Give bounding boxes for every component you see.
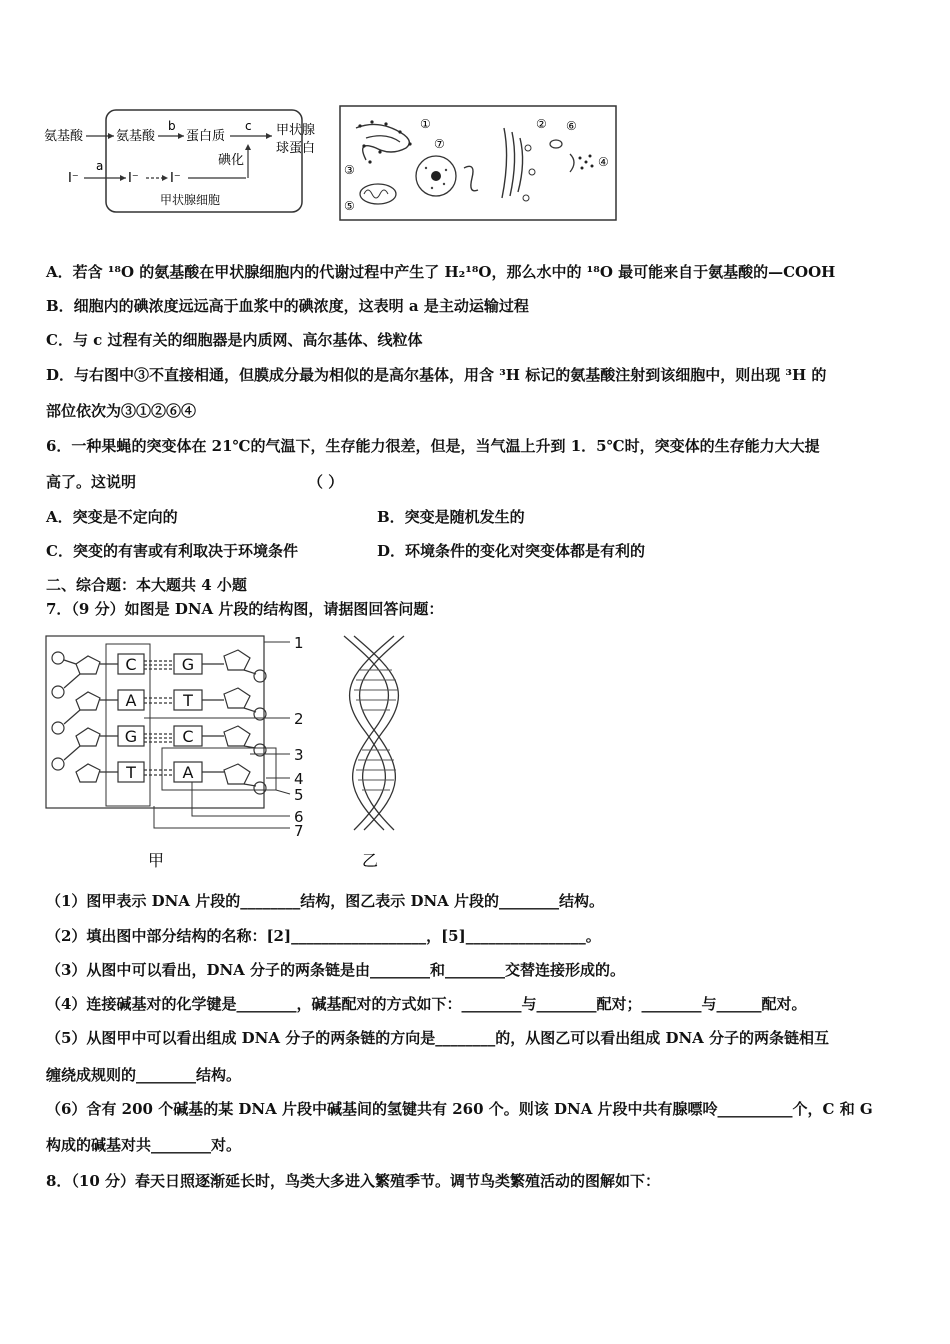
thyroglobulin-line1: 甲状腺	[276, 123, 316, 138]
q7-subquestion-6-line2: 构成的碱基对共________对。	[46, 1136, 242, 1154]
dna-label-6: 6	[294, 808, 304, 826]
base-right-2: T	[183, 691, 193, 710]
dna-label-5: 5	[294, 786, 304, 804]
q7-subquestion-2: （2）填出图中部分结构的名称：[2]__________________，[5]________________。	[46, 927, 601, 945]
section-2-heading: 二、综合题：本大题共 4 小题	[46, 576, 247, 594]
q6-stem-line2	[46, 472, 344, 492]
dna-structure-figure	[44, 630, 414, 875]
q7-subquestion-1: （1）图甲表示 DNA 片段的________结构，图乙表示 DNA 片段的________结构。	[46, 892, 605, 910]
dna-label-7: 7	[294, 822, 304, 840]
iodide-outside: I⁻	[68, 171, 79, 186]
organelle-label-6: ⑥	[566, 119, 577, 133]
thyroglobulin-line2: 球蛋白	[276, 141, 316, 156]
organelle-label-1: ①	[420, 117, 431, 131]
q6-stem-line1: 6．一种果蝇的突变体在 21℃的气温下，生存能力很差，但是，当气温上升到 1．5℃时，突变体的生存能力大大提	[46, 437, 820, 455]
q5-option-a: A．若含 ¹⁸O 的氨基酸在甲状腺细胞内的代谢过程中产生了 H₂¹⁸O，那么水中的 ¹⁸O 最可能来自于氨基酸的—COOH	[46, 263, 836, 281]
amino-acid-inside: 氨基酸	[116, 129, 156, 144]
q7-stem: 7．（9 分）如图是 DNA 片段的结构图，请据图回答问题：	[46, 600, 444, 618]
base-right-3: C	[182, 727, 194, 746]
label-c: c	[245, 119, 252, 133]
q6-option-d: D．环境条件的变化对突变体都是有利的	[377, 542, 646, 560]
label-b: b	[168, 119, 176, 133]
organelle-label-3: ③	[344, 163, 355, 177]
organelle-label-7: ⑦	[434, 137, 445, 151]
q6-option-c: C．突变的有害或有利取决于环境条件	[46, 542, 298, 560]
organelle-label-5: ⑤	[344, 199, 355, 213]
label-jia: 甲	[148, 851, 165, 870]
q7-subquestion-3: （3）从图中可以看出，DNA 分子的两条链是由________和________交替连接形成的。	[46, 961, 626, 979]
organelle-label-2: ②	[536, 117, 547, 131]
q8-stem: 8．（10 分）春天日照逐渐延长时，鸟类大多进入繁殖季节。调节鸟类繁殖活动的图解如下：	[46, 1172, 661, 1190]
dna-label-2: 2	[294, 710, 304, 728]
iodination-label: 碘化	[218, 153, 245, 168]
dna-label-3: 3	[294, 746, 304, 764]
base-left-2: A	[125, 691, 137, 710]
q6-stem-text: 高了。这说明	[46, 473, 137, 491]
label-a: a	[96, 159, 104, 173]
cell-organelles-diagram	[336, 98, 621, 222]
dna-label-1: 1	[294, 634, 304, 652]
cell-label: 甲状腺细胞	[160, 193, 221, 207]
organelle-label-4: ④	[598, 155, 609, 169]
q7-subquestion-6-line1: （6）含有 200 个碱基的某 DNA 片段中碱基间的氢键共有 260 个。则该 DNA 片段中共有腺嘌呤__________个，C 和 G	[46, 1100, 873, 1118]
thyroid-flow-diagram	[40, 100, 330, 218]
dna-label-4: 4	[294, 770, 304, 788]
base-right-1: G	[181, 655, 195, 674]
protein-label: 蛋白质	[186, 129, 226, 144]
q7-subquestion-4: （4）连接碱基对的化学键是________，碱基配对的方式如下：________与________配对；________与______配对。	[46, 995, 807, 1013]
iodide-mid: I⁻	[128, 171, 139, 186]
q5-option-c: C．与 c 过程有关的细胞器是内质网、高尔基体、线粒体	[46, 331, 423, 349]
q5-option-d-line2: 部位依次为③①②⑥④	[46, 402, 197, 420]
q6-option-b: B．突变是随机发生的	[377, 508, 525, 526]
q6-option-a: A．突变是不定向的	[46, 508, 178, 526]
q5-option-b: B．细胞内的碘浓度远远高于血浆中的碘浓度，这表明 a 是主动运输过程	[46, 297, 529, 315]
q7-subquestion-5-line1: （5）从图甲中可以看出组成 DNA 分子的两条链的方向是________的，从图乙可以看出组成 DNA 分子的两条链相互	[46, 1029, 830, 1047]
q6-answer-paren: （ ）	[308, 473, 344, 491]
amino-acid-outside: 氨基酸	[44, 129, 84, 144]
q7-subquestion-5-line2: 缠绕成规则的________结构。	[46, 1066, 242, 1084]
label-yi: 乙	[362, 851, 379, 870]
base-left-4: T	[126, 763, 136, 782]
q5-option-d-line1: D．与右图中③不直接相通，但膜成分最为相似的是高尔基体，用含 ³H 标记的氨基酸注射到该细胞中，则出现 ³H 的	[46, 366, 827, 384]
base-left-1: C	[125, 655, 137, 674]
base-left-3: G	[124, 727, 138, 746]
base-right-4: A	[182, 763, 194, 782]
iodide-inside: I⁻	[170, 171, 181, 186]
